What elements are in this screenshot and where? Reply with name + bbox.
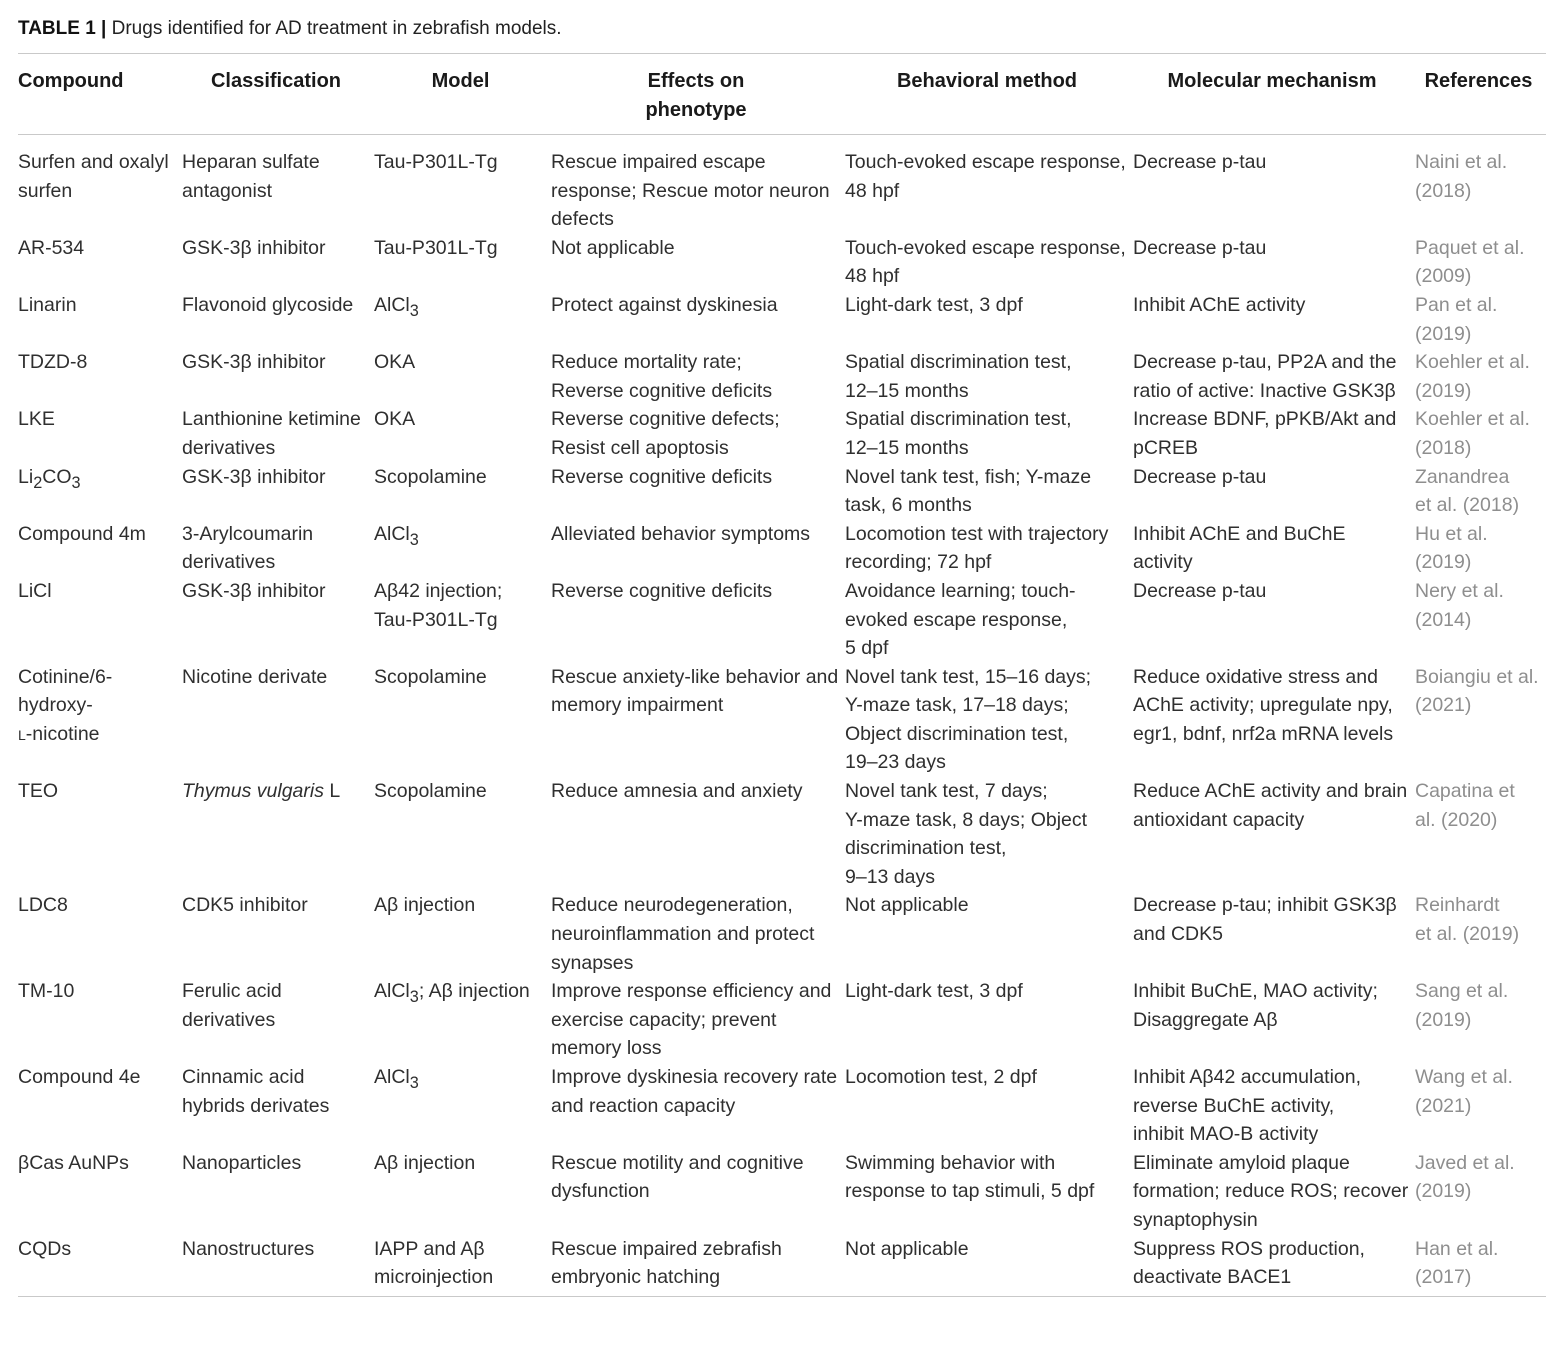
cell-reference-link[interactable] [1415,463,1546,520]
model-subscript: 3 [409,301,419,320]
cell-behavioral: Swimming behavior with response to tap stimuli, 5 dpf [845,1151,1095,1203]
table-row [18,135,1546,234]
compound-text: -nicotine [25,722,100,745]
cell-classification: Nicotine derivate [182,665,328,688]
molecular-line: Inhibit BuChE, MAO activity; [1133,980,1378,1003]
cell-effects: Rescue motility and cognitive dysfunction [551,1151,804,1203]
cell-compound: LiCl [18,579,52,602]
behavioral-line: Spatial discrimination test, [845,408,1072,431]
cell-model: Aβ injection [374,1151,476,1174]
header-classification: Classification [182,54,374,135]
table-caption-label: TABLE 1 | [18,18,107,39]
behavioral-line: Novel tank test, 7 days; [845,780,1048,803]
behavioral-line: 19–23 days [845,751,946,774]
table-row [18,977,1546,1063]
table-caption-text: Drugs identified for AD treatment in zebrafish models. [106,18,562,39]
classification-text: L [323,780,341,803]
model-text: AlCl [374,522,410,545]
cell-reference-link[interactable]: Paquet et al. (2009) [1415,236,1525,288]
behavioral-line: 9–13 days [845,865,935,888]
cell-reference-link[interactable]: Naini et al. (2018) [1415,151,1508,202]
cell-classification: GSK-3β inhibitor [182,351,326,374]
cell-behavioral: Locomotion test, 2 dpf [845,1066,1037,1088]
cell-molecular: Suppress ROS production, deactivate BACE1 [1133,1235,1415,1297]
cell-reference-link[interactable]: Koehler et al. (2018) [1415,408,1530,459]
cell-classification: Heparan sulfate antagonist [182,151,320,202]
cell-effects: Rescue impaired escape response; Rescue motor neuron defects [551,151,830,231]
cell-classification: Lanthionine ketimine derivatives [182,408,361,459]
cell-compound: Surfen and oxalyl surfen [18,151,169,202]
behavioral-line: evoked escape response, [845,608,1068,631]
cell-molecular: Decrease p-tau, PP2A and the ratio of active: Inactive GSK3β [1133,351,1397,402]
cell-model: IAPP and Aβ microinjection [374,1235,551,1297]
cell-model: Scopolamine [374,665,487,688]
cell-reference-link[interactable]: Pan et al. (2019) [1415,293,1498,345]
cell-behavioral: Not applicable [845,894,969,917]
cell-reference-link[interactable]: Capatina et al. (2020) [1415,780,1515,831]
table-row [18,291,1546,348]
cell-molecular: Decrease p-tau; inhibit GSK3β and CDK5 [1133,894,1397,946]
header-effects-line1: Effects on [647,70,745,92]
cell-compound: CQDs [18,1235,182,1297]
cell-compound: AR-534 [18,236,85,259]
model-subscript: 3 [409,988,419,1007]
header-model: Model [374,54,551,135]
cell-behavioral: Not applicable [845,1235,1133,1297]
reference-line: Zanandrea [1415,465,1510,488]
cell-molecular [1133,977,1415,1063]
cell-classification: Nanoparticles [182,1151,302,1174]
cell-molecular [1133,1063,1415,1149]
cell-behavioral: Touch-evoked escape response, 48 hpf [845,151,1126,202]
behavioral-line: Y-maze task, 8 days; Object [845,808,1088,831]
cell-classification: CDK5 inhibitor [182,894,308,917]
cell-behavioral [845,405,1133,462]
cell-classification: Flavonoid glycoside [182,293,354,316]
compound-subscript: 2 [33,473,43,492]
reference-line: Reinhardt [1415,894,1500,917]
table-row [18,234,1546,291]
cell-compound [18,663,182,777]
cell-classification: Nanostructures [182,1235,374,1297]
cell-model: Tau-P301L-Tg [374,151,498,173]
compound-line: hydroxy- [18,694,93,717]
table-row [18,1149,1546,1235]
behavioral-line: Avoidance learning; touch- [845,579,1076,602]
cell-reference-link[interactable]: Koehler et al. (2019) [1415,351,1530,402]
cell-effects: Reverse cognitive deficits [551,579,773,602]
table-row [18,405,1546,462]
cell-classification: GSK-3β inhibitor [182,236,326,259]
model-text: AlCl [374,980,410,1003]
model-text: AlCl [374,1066,410,1088]
effects-line: Reverse cognitive defects; [551,408,780,431]
behavioral-line: Y-maze task, 17–18 days; [845,694,1069,717]
cell-effects: Improve dyskinesia recovery rate and reaction capacity [551,1066,838,1117]
cell-molecular: Decrease p-tau [1133,579,1267,602]
cell-model: OKA [374,351,416,374]
molecular-line: Inhibit Aβ42 accumulation, [1133,1066,1362,1088]
cell-molecular: Increase BDNF, pPKB/Akt and pCREB [1133,408,1397,459]
cell-classification: Ferulic acid derivatives [182,980,282,1031]
cell-model [374,577,551,663]
header-compound: Compound [18,54,182,135]
behavioral-line: Spatial discrimination test, [845,351,1072,374]
cell-model: Aβ injection [374,894,476,917]
cell-reference-link[interactable] [1415,891,1546,977]
cell-behavioral [845,348,1133,405]
cell-model [374,977,551,1063]
cell-effects: Protect against dyskinesia [551,293,778,316]
compound-text: CO [42,465,72,488]
cell-model [374,291,551,348]
cell-classification: GSK-3β inhibitor [182,465,326,488]
cell-compound: LDC8 [18,894,68,917]
cell-model: Scopolamine [374,780,487,803]
table-row [18,1235,1546,1297]
cell-classification: Cinnamic acid hybrids derivates [182,1066,330,1117]
cell-effects: Improve response efficiency and exercise capacity; prevent memory loss [551,980,832,1060]
compound-line [18,720,176,749]
cell-reference-link[interactable]: Han et al. (2017) [1415,1235,1546,1297]
drug-table [18,54,1546,1297]
classification-italic: Thymus vulgaris [182,780,324,803]
molecular-line: inhibit MAO-B activity [1133,1123,1319,1146]
model-subscript: 3 [409,1073,419,1092]
cell-molecular: Decrease p-tau [1133,236,1267,259]
molecular-line: Disaggregate Aβ [1133,1008,1278,1031]
compound-text: Li [18,465,34,488]
reference-line: et al. (2018) [1415,494,1520,517]
model-subscript: 3 [409,530,419,549]
header-behavioral: Behavioral method [845,54,1133,135]
cell-behavioral [845,663,1133,777]
cell-reference-link[interactable]: Javed et al. (2019) [1415,1151,1515,1203]
cell-molecular: Decrease p-tau [1133,151,1267,173]
behavioral-line: discrimination test, [845,837,1007,860]
behavioral-line: 5 dpf [845,637,889,660]
table-row [18,520,1546,577]
cell-effects [551,405,845,462]
cell-behavioral: Touch-evoked escape response, 48 hpf [845,236,1126,288]
cell-molecular: Inhibit AChE activity [1133,293,1306,316]
cell-compound: βCas AuNPs [18,1151,129,1174]
table-caption [18,14,1546,46]
header-row [18,54,1546,135]
table-row [18,663,1546,777]
cell-behavioral: Light-dark test, 3 dpf [845,980,1023,1003]
table-row [18,348,1546,405]
cell-behavioral: Novel tank test, fish; Y-maze task, 6 months [845,465,1092,517]
cell-effects: Reduce neurodegeneration, neuroinflammation and protect synapses [551,894,815,974]
cell-effects: Alleviated behavior symptoms [551,522,811,545]
effects-line: Reduce mortality rate; [551,351,742,374]
table-row [18,577,1546,663]
effects-line: Reverse cognitive deficits [551,379,773,402]
cell-compound [18,463,182,520]
cell-compound: Compound 4m [18,522,146,545]
cell-model [374,1063,551,1149]
model-text: AlCl [374,293,410,316]
cell-behavioral: Light-dark test, 3 dpf [845,293,1023,316]
behavioral-line: Novel tank test, 15–16 days; [845,665,1092,688]
cell-model [374,520,551,577]
behavioral-line: Object discrimination test, [845,722,1069,745]
compound-subscript: 3 [71,473,81,492]
table-row [18,777,1546,891]
cell-classification: 3-Arylcoumarin derivatives [182,522,314,574]
cell-effects: Rescue anxiety-like behavior and memory impairment [551,665,839,717]
cell-molecular: Inhibit AChE and BuChE activity [1133,522,1346,574]
cell-effects [551,348,845,405]
cell-effects: Reverse cognitive deficits [551,465,773,488]
cell-compound: TEO [18,780,59,803]
table-row [18,891,1546,977]
compound-small-caps: l [18,722,26,745]
compound-line: Cotinine/6- [18,665,113,688]
behavioral-line: 12–15 months [845,379,969,402]
cell-model: Scopolamine [374,465,487,488]
cell-reference-link[interactable]: Hu et al. (2019) [1415,522,1488,574]
cell-effects: Not applicable [551,236,675,259]
behavioral-line: 12–15 months [845,436,969,459]
cell-effects: Rescue impaired zebrafish embryonic hatching [551,1235,845,1297]
molecular-line: reverse BuChE activity, [1133,1094,1335,1117]
cell-compound: TM-10 [18,980,75,1003]
cell-reference-link[interactable]: Sang et al. (2019) [1415,980,1509,1031]
cell-reference-link[interactable]: Nery et al. (2014) [1415,579,1504,631]
cell-model: OKA [374,408,416,431]
cell-model: Tau-P301L-Tg [374,236,498,259]
cell-reference-link[interactable]: Boiangiu et al. (2021) [1415,665,1539,717]
header-molecular: Molecular mechanism [1133,54,1415,135]
cell-molecular: Eliminate amyloid plaque formation; reduce ROS; recover synaptophysin [1133,1151,1409,1231]
model-line: Tau-P301L-Tg [374,608,498,631]
cell-molecular: Reduce AChE activity and brain antioxidant capacity [1133,780,1408,831]
header-effects-line2: phenotype [645,99,747,121]
cell-compound: Linarin [18,293,77,316]
cell-molecular: Decrease p-tau [1133,465,1267,488]
cell-reference-link[interactable]: Wang et al. (2021) [1415,1066,1513,1117]
model-line: Aβ42 injection; [374,579,503,602]
header-effects [551,54,845,135]
cell-compound: LKE [18,408,55,431]
cell-effects: Reduce amnesia and anxiety [551,780,803,803]
cell-compound: Compound 4e [18,1066,141,1088]
reference-line: et al. (2019) [1415,923,1520,946]
cell-classification: GSK-3β inhibitor [182,579,326,602]
table-row [18,1063,1546,1149]
cell-classification [182,777,374,891]
cell-molecular: Reduce oxidative stress and AChE activity; upregulate npy, egr1, bdnf, nrf2a mRNA levels [1133,665,1394,745]
cell-behavioral [845,777,1133,891]
cell-behavioral [845,577,1133,663]
effects-line: Resist cell apoptosis [551,436,729,459]
cell-compound: TDZD-8 [18,351,88,374]
header-references: References [1415,54,1546,135]
cell-behavioral: Locomotion test with trajectory recording; 72 hpf [845,522,1109,574]
model-text: ; Aβ injection [418,980,530,1003]
table-row [18,463,1546,520]
